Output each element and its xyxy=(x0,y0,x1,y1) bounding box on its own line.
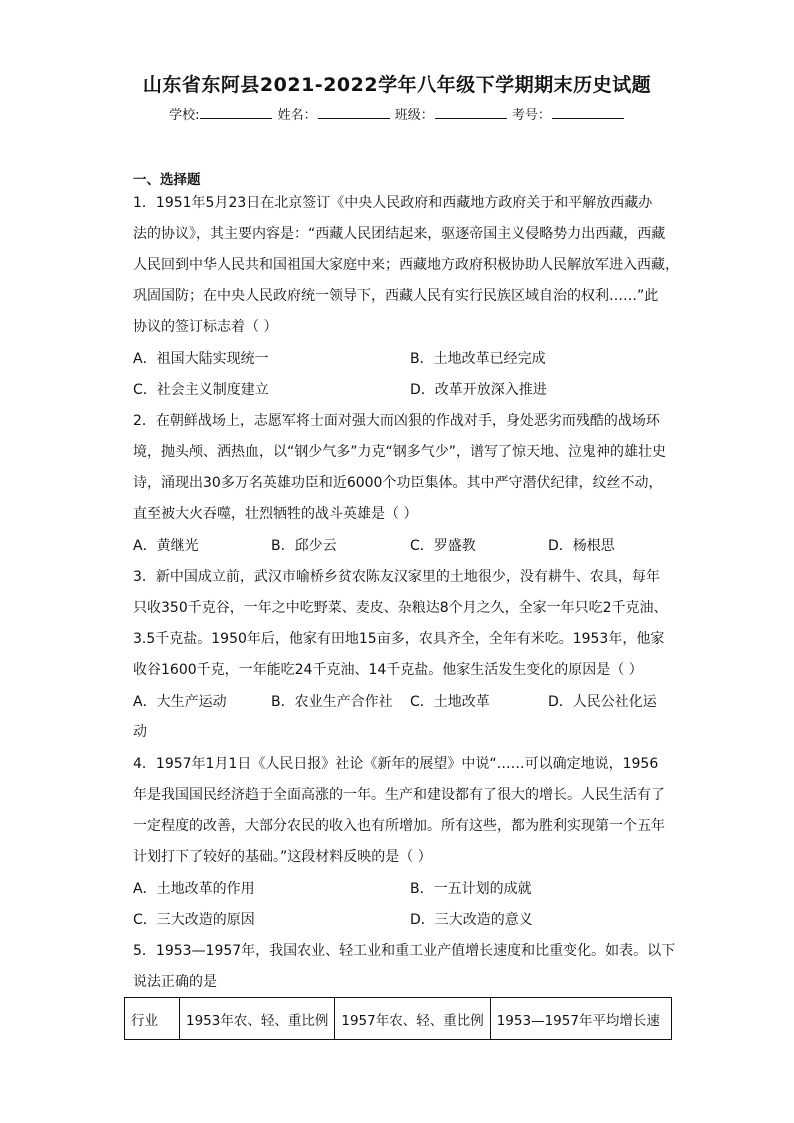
option-c[interactable]: C．土地改革 xyxy=(410,694,490,710)
table-header-cell: 1957年农、轻、重比例 xyxy=(335,998,490,1040)
data-table xyxy=(124,997,672,1040)
option-c[interactable]: C．罗盛教 xyxy=(410,538,476,554)
question-text-line: 收谷1600千克，一年能吃24千克油、14千克盐。他家生活发生变化的原因是（ ） xyxy=(133,662,643,678)
question-text-line: 诗，涌现出30多万名英雄功臣和近6000个功臣集体。其中严守潜伏纪律，纹丝不动， xyxy=(133,475,663,491)
option-a[interactable]: A．祖国大陆实现统一 xyxy=(133,351,269,367)
option-d[interactable]: D．三大改造的意义 xyxy=(410,912,533,928)
option-b[interactable]: B．邱少云 xyxy=(271,538,337,554)
question-text-line: 1．1951年5月23日在北京签订《中央人民政府和西藏地方政府关于和平解放西藏办 xyxy=(133,195,653,211)
option-c[interactable]: C．三大改造的原因 xyxy=(133,912,255,928)
option-d-wrap: 动 xyxy=(133,724,147,740)
page-title: 山东省东阿县2021-2022学年八年级下学期期末历史试题 xyxy=(142,74,652,96)
question-text-line: 年是我国国民经济趋于全面高涨的一年。生产和建设都有了很大的增长。人民生活有了 xyxy=(133,787,665,803)
question-text-line: 人民回到中华人民共和国祖国大家庭中来；西藏地方政府积极协助人民解放军进入西藏， xyxy=(133,257,679,273)
school-blank[interactable] xyxy=(200,106,272,119)
question-text-line: 境，抛头颅、洒热血，以“钢少气多”力克“钢多气少”，谱写了惊天地、泣鬼神的雄壮史 xyxy=(133,444,667,460)
option-b[interactable]: B．土地改革已经完成 xyxy=(410,351,546,367)
name-label: 姓名： xyxy=(277,108,317,123)
question-text-line: 法的协议》，其主要内容是：“西藏人民团结起来，驱逐帝国主义侵略势力出西藏，西藏 xyxy=(133,226,666,242)
question-text-line: 3．新中国成立前，武汉市喻桥乡贫农陈友汉家里的土地很少，没有耕牛、农具，每年 xyxy=(133,569,660,585)
question-text-line: 5．1953—1957年，我国农业、轻工业和重工业产值增长速度和比重变化。如表。以下 xyxy=(133,943,676,959)
question-text-line: 2．在朝鲜战场上，志愿军将士面对强大而凶狠的作战对手，身处恶劣而残酷的战场环 xyxy=(133,413,660,429)
student-info-line xyxy=(0,104,794,123)
question-text-line: 直至被大火吞噬，壮烈牺牲的战斗英雄是（ ） xyxy=(133,506,418,522)
option-a[interactable]: A．大生产运动 xyxy=(133,694,227,710)
option-a[interactable]: A．土地改革的作用 xyxy=(133,881,255,897)
school-label: 学校: xyxy=(169,108,200,123)
question-text-line: 说法正确的是 xyxy=(133,974,217,990)
table-header-cell: 1953—1957年平均增长速 xyxy=(490,998,671,1040)
question-text-line: 3.5千克盐。1950年后，他家有田地15亩多，农具齐全，全年有米吃。1953年，他家 xyxy=(133,631,665,647)
table-header-cell: 行业 xyxy=(125,998,180,1040)
option-b[interactable]: B．农业生产合作社 xyxy=(271,694,393,710)
question-text-line: 计划打下了较好的基础。”这段材料反映的是（ ） xyxy=(133,849,432,865)
class-blank[interactable] xyxy=(435,106,507,119)
question-text-line: 一定程度的改善，大部分农民的收入也有所增加。所有这些，都为胜利实现第一个五年 xyxy=(133,818,665,834)
option-b[interactable]: B．一五计划的成就 xyxy=(410,881,532,897)
option-d[interactable]: D．改革开放深入推进 xyxy=(410,382,547,398)
question-text-line: 协议的签订标志着（ ） xyxy=(133,319,278,335)
option-a[interactable]: A．黄继光 xyxy=(133,538,199,554)
name-blank[interactable] xyxy=(318,106,390,119)
option-d[interactable]: D．杨根思 xyxy=(548,538,615,554)
exam-no-label: 考号： xyxy=(511,108,551,123)
question-text-line: 巩固国防；在中央人民政府统一领导下，西藏人民有实行民族区域自治的权利……”此 xyxy=(133,288,659,304)
option-c[interactable]: C．社会主义制度建立 xyxy=(133,382,269,398)
question-text-line: 只收350千克谷，一年之中吃野菜、麦皮、杂粮达8个月之久，全家一年只吃2千克油、 xyxy=(133,600,668,616)
table-header-row xyxy=(125,998,672,1040)
option-d[interactable]: D．人民公社化运 xyxy=(548,694,657,710)
question-text-line: 4．1957年1月1日《人民日报》社论《新年的展望》中说“……可以确定地说，1956 xyxy=(133,756,659,772)
exam-no-blank[interactable] xyxy=(552,106,624,119)
class-label: 班级： xyxy=(394,108,434,123)
section-title: 一、选择题 xyxy=(133,172,201,188)
table-header-cell: 1953年农、轻、重比例 xyxy=(180,998,335,1040)
